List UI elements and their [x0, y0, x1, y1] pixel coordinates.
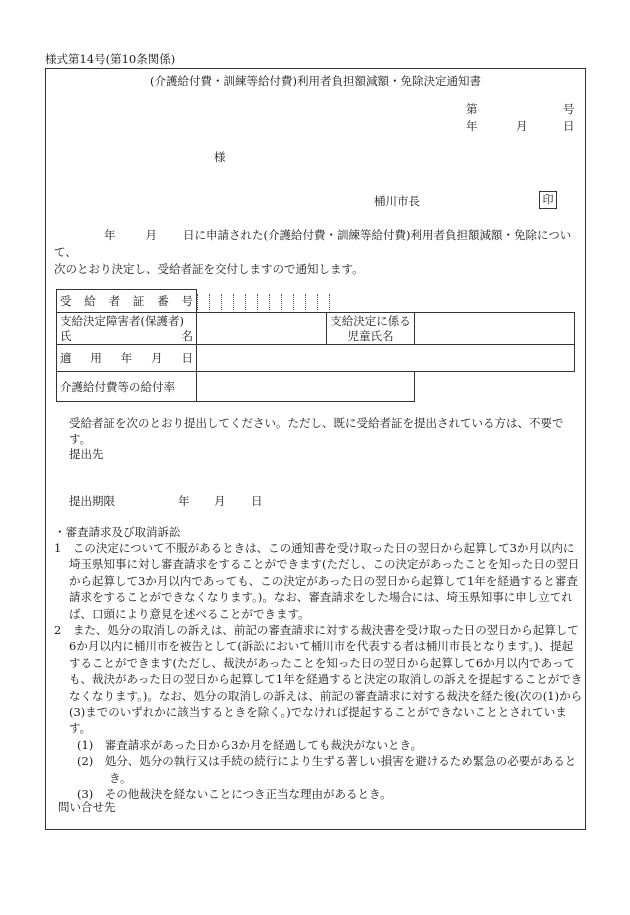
notice-frame — [45, 68, 586, 830]
guardian-name-label-a: 氏 — [60, 328, 72, 343]
child-name-label-2: 児童氏名 — [347, 328, 394, 343]
doc-number-dai: 第 — [466, 102, 478, 116]
deadline-label: 提出期限 — [69, 494, 115, 508]
seal-mark: 印 — [539, 191, 557, 209]
form-number: 様式第14号(第10条関係) — [45, 52, 176, 66]
intro-paragraph — [54, 227, 582, 278]
appeal-section — [54, 540, 584, 803]
benefit-rate-value — [197, 372, 415, 402]
doc-date-month: 月 — [516, 119, 528, 133]
doc-number-gou: 号 — [563, 102, 575, 116]
child-name-value — [415, 313, 575, 345]
intro-line2: 次のとおり決定し、受給者証を交付しますので通知します。 — [54, 262, 364, 276]
submit-destination: 提出先 — [69, 447, 104, 461]
guardian-name-label: 支給決定障害者(保護者) — [60, 313, 184, 328]
document-number-block — [466, 101, 574, 135]
intro-line1: 日に申請された(介護給付費・訓練等給付費)利用者負担額減額・免除について、 — [54, 228, 572, 259]
doc-date-day: 日 — [563, 119, 575, 133]
recipient-info-table — [56, 289, 575, 402]
table-row — [57, 372, 575, 402]
deadline-month: 月 — [214, 494, 226, 508]
issuer-mayor: 桶川市長 — [374, 194, 420, 208]
table-row — [57, 313, 575, 345]
document-title: (介護給付費・訓練等給付費)利用者負担額減額・免除決定通知書 — [150, 74, 481, 88]
submit-note: 受給者証を次のとおり提出してください。ただし、既に受給者証を提出されている方は、不要です。 — [69, 416, 564, 446]
effective-date-value — [197, 345, 575, 372]
child-name-label: 支給決定に係る — [330, 313, 411, 328]
doc-date-year: 年 — [466, 119, 478, 133]
recipient-honorific: 様 — [214, 150, 226, 164]
deadline-day: 日 — [251, 494, 263, 508]
table-row — [57, 290, 575, 313]
guardian-name-value — [197, 313, 327, 345]
appeal-paragraph-1: 1 この決定について不服があるときは、この通知書を受け取った日の翌日から起算して3か月以内に埼玉県知事に対し審査請求をすることができます(ただし、この決定があったことを知った日の翌日から起算して3か月以内であっても、この決定があった日の翌日から起算して1年を経過すると審査請求をすることができなくなります。)。なお、審査請求をした場合には、埼玉県知事に申し立てれば、口頭により意見を述べることができます。 — [54, 541, 580, 621]
effective-date-label: 適用年月日 — [60, 351, 193, 365]
appeal-subitem-3: (3) その他裁決を経ないことにつき正当な理由があるとき。 — [77, 787, 392, 802]
intro-month: 月 — [145, 228, 157, 242]
appeal-paragraph-2: 2 また、処分の取消しの訴えは、前記の審査請求に対する裁決書を受け取った日の翌日から起算して6か月以内に桶川市を被告として(訴訟において桶川市を代表する者は桶川市長となります。)、提起することができます(ただし、裁決があったことを知った日の翌日から起算して6か月以内であっても、裁決があった日の翌日から起算して1年を経過すると決定の取消しの訴えを提起することができなくなります。)。なお、処分の取消しの訴えは、前記の審査請求に対する裁決を経た後(次の(1)から(3)までのいずれかに該当するときを除く。)でなければ提起することができないこととされています。 — [54, 623, 583, 736]
guardian-name-label-b: 名 — [181, 328, 193, 343]
certificate-number-boxes — [197, 292, 575, 310]
benefit-rate-label: 介護給付費等の給付率 — [60, 379, 175, 394]
contact-label: 問い合せ先 — [58, 800, 116, 814]
certificate-number-label: 受給者証番号 — [60, 294, 193, 308]
appeal-heading: ・審査請求及び取消訴訟 — [54, 525, 181, 539]
appeal-subitem-2: (2) 処分、処分の執行又は手続の続行により生ずる著しい損害を避けるため緊急の必要があるとき。 — [77, 754, 577, 785]
deadline-year: 年 — [178, 494, 190, 508]
appeal-subitem-1: (1) 審査請求があった日から3か月を経過しても裁決がないとき。 — [77, 737, 423, 752]
table-row — [57, 345, 575, 372]
intro-year: 年 — [104, 228, 116, 242]
